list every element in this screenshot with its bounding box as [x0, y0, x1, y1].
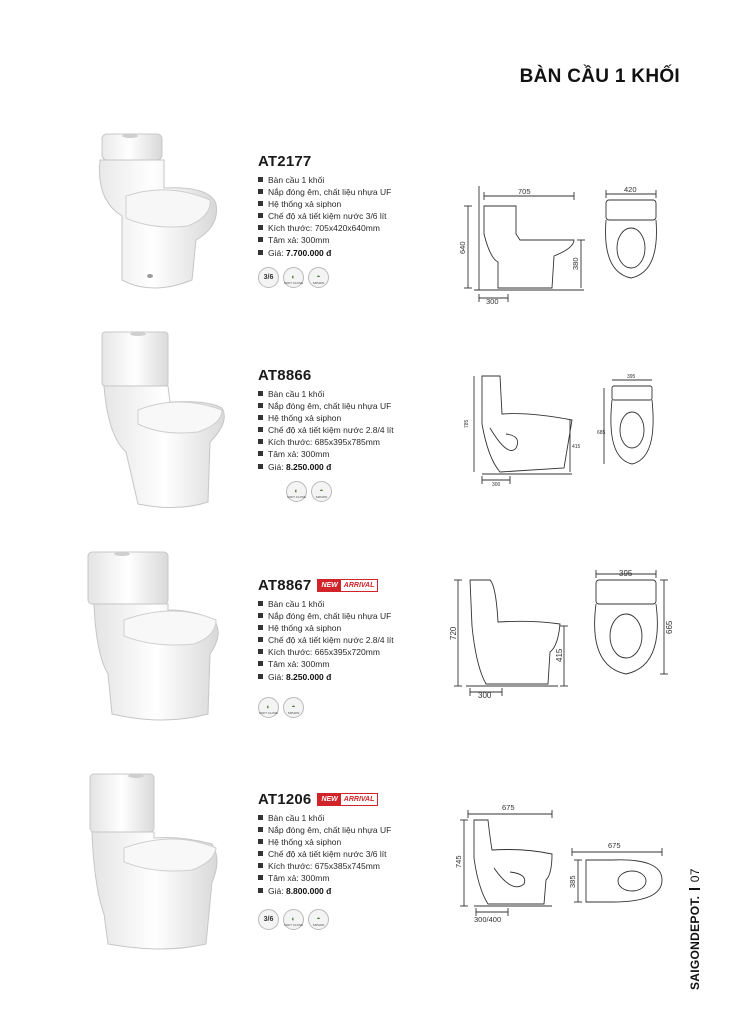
feature-icons — [258, 697, 433, 718]
spec-list — [258, 388, 433, 473]
dim-height: 785 — [464, 419, 470, 428]
model-name: AT2177 — [258, 152, 312, 170]
price — [258, 885, 433, 897]
spec-item: Bàn cầu 1 khối — [258, 812, 433, 824]
spec-item: Hệ thống xả siphon — [258, 836, 433, 848]
spec-list — [258, 812, 433, 897]
product-at1206 — [0, 760, 746, 960]
price-label: Giá: — [268, 671, 284, 682]
spec-item: Nắp đóng êm, chất liệu nhựa UF — [258, 186, 433, 198]
feature-icons — [258, 909, 433, 930]
product-photo — [98, 326, 228, 512]
product-photo — [84, 766, 224, 956]
dim-height: 640 — [458, 241, 467, 254]
price — [258, 461, 433, 473]
dim-width: 395 — [627, 374, 636, 380]
spec-item: Hệ thống xả siphon — [258, 412, 433, 424]
dim-length: 675 — [502, 803, 515, 812]
product-at8867 — [0, 540, 746, 740]
technical-drawing — [452, 798, 674, 928]
dim-seat: 380 — [571, 257, 580, 270]
spec-list — [258, 598, 433, 683]
dim-width: 395 — [619, 569, 633, 578]
new-arrival-badge: NEW ARRIVAL — [317, 579, 378, 592]
price-value: 8.800.000 đ — [285, 885, 332, 896]
soft-close-icon: ◐ SOFT CLOSE — [283, 909, 304, 930]
model-name: AT1206 — [258, 790, 312, 808]
dim-seat: 415 — [555, 648, 564, 662]
product-info — [258, 366, 433, 502]
spec-item: Kích thước: 705x420x640mm — [258, 222, 433, 234]
dual-flush-icon: 3/6 — [258, 909, 279, 930]
brand-footer — [688, 868, 718, 990]
soft-close-icon: ◐ SOFT CLOSE — [283, 267, 304, 288]
spec-item: Kích thước: 675x385x745mm — [258, 860, 433, 872]
dim-height: 720 — [449, 626, 458, 640]
spec-item: Kích thước: 685x395x785mm — [258, 436, 433, 448]
spec-item: Bàn cầu 1 khối — [258, 598, 433, 610]
spec-item: Tâm xả: 300mm — [258, 234, 433, 246]
spec-item: Tâm xả: 300mm — [258, 658, 433, 670]
dim-depth: 665 — [665, 620, 674, 634]
price-value: 8.250.000 đ — [285, 461, 332, 472]
product-photo — [92, 130, 222, 302]
dim-width: 385 — [568, 875, 577, 888]
product-info — [258, 152, 433, 288]
spec-item: Hệ thống xả siphon — [258, 198, 433, 210]
technical-drawing — [446, 566, 676, 706]
siphon-icon: ◓ SIPHON — [283, 697, 304, 718]
price-label: Giá: — [268, 461, 284, 472]
soft-close-icon: ◐ SOFT CLOSE — [258, 697, 279, 718]
technical-drawing — [460, 372, 680, 496]
dual-flush-icon: 3/6 — [258, 267, 279, 288]
spec-item: Tâm xả: 300mm — [258, 872, 433, 884]
new-arrival-badge: NEW ARRIVAL — [317, 793, 378, 806]
spec-item: Chế độ xả tiết kiệm nước 2.8/4 lít — [258, 424, 433, 436]
product-info — [258, 790, 433, 930]
spec-item: Nắp đóng êm, chất liệu nhựa UF — [258, 610, 433, 622]
technical-drawing — [456, 182, 676, 306]
spec-item: Tâm xả: 300mm — [258, 448, 433, 460]
dim-seat: 415 — [572, 444, 581, 450]
brand-name: SAIGONDEPOT. — [688, 895, 702, 990]
product-photo — [84, 544, 224, 730]
spec-item: Nắp đóng êm, chất liệu nhựa UF — [258, 400, 433, 412]
price — [258, 247, 433, 259]
model-name: AT8867 — [258, 576, 312, 594]
page-title: BÀN CẦU 1 KHỐI — [519, 66, 680, 87]
price-value: 8.250.000 đ — [285, 671, 332, 682]
product-at8866 — [0, 320, 746, 520]
dim-height: 745 — [454, 855, 463, 868]
spec-item: Chế độ xả tiết kiệm nước 3/6 lít — [258, 210, 433, 222]
page-number: 07 — [688, 868, 702, 883]
spec-item: Chế độ xả tiết kiệm nước 3/6 lít — [258, 848, 433, 860]
price-value: 7.700.000 đ — [285, 247, 332, 258]
price-label: Giá: — [268, 885, 284, 896]
feature-icons — [258, 267, 433, 288]
model-name: AT8866 — [258, 366, 312, 384]
dim-length: 705 — [518, 187, 531, 196]
product-at2177 — [0, 120, 746, 320]
dim-outlet: 300 — [486, 297, 499, 306]
dim-width: 420 — [624, 185, 637, 194]
spec-item: Hệ thống xả siphon — [258, 622, 433, 634]
spec-list — [258, 174, 433, 259]
siphon-icon: ◓ SIPHON — [308, 909, 329, 930]
feature-icons — [286, 481, 433, 502]
soft-close-icon: ◐ SOFT CLOSE — [286, 481, 307, 502]
spec-item: Chế độ xả tiết kiệm nước 2.8/4 lít — [258, 634, 433, 646]
spec-item: Bàn cầu 1 khối — [258, 174, 433, 186]
dim-outlet: 300 — [492, 482, 501, 488]
siphon-icon: ◓ SIPHON — [311, 481, 332, 502]
price-label: Giá: — [268, 247, 284, 258]
dim-depth: 685 — [597, 430, 606, 436]
spec-item: Nắp đóng êm, chất liệu nhựa UF — [258, 824, 433, 836]
dim-outlet: 300/400 — [474, 915, 502, 924]
price — [258, 671, 433, 683]
divider — [689, 888, 700, 890]
dim-outlet: 300 — [478, 691, 492, 700]
spec-item: Bàn cầu 1 khối — [258, 388, 433, 400]
dim-depth: 675 — [608, 841, 621, 850]
product-info — [258, 576, 433, 718]
spec-item: Kích thước: 665x395x720mm — [258, 646, 433, 658]
siphon-icon: ◓ SIPHON — [308, 267, 329, 288]
